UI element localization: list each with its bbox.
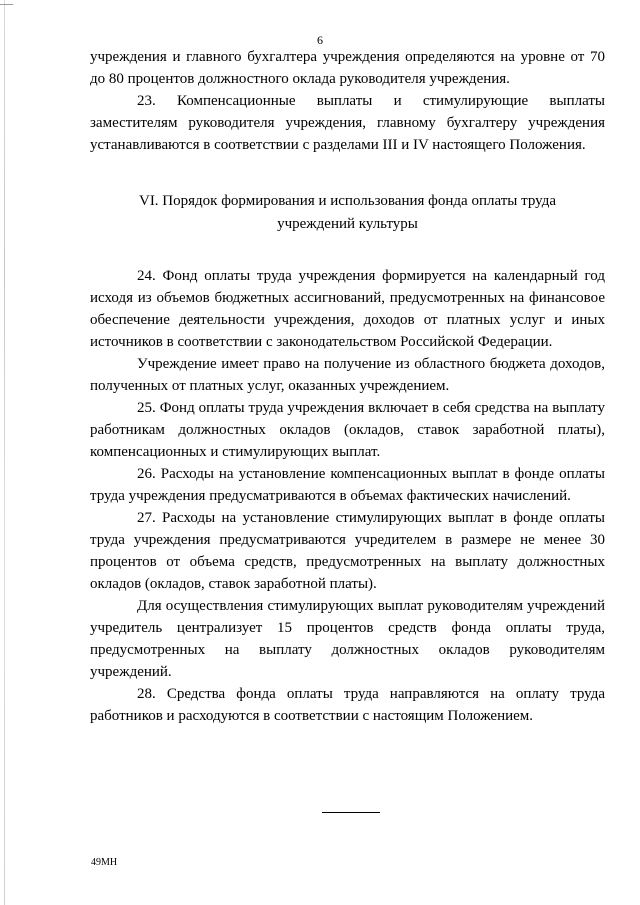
paragraph-28: 28. Средства фонда оплаты труда направляются на оплату труда работников и расходуются в соответствии с настоящим Положением. [90, 686, 605, 724]
section-heading-line-2: учреждений культуры [277, 216, 418, 232]
paragraph-25: 25. Фонд оплаты труда учреждения включает в себя средства на выплату работникам должностных окладов (окладов, ставок заработной платы), компенсационных и стимулирующих выплат. [90, 400, 605, 460]
scan-left-edge [4, 0, 5, 905]
paragraph-27: 27. Расходы на установление стимулирующих выплат в фонде оплаты труда учреждения предусматриваются учредителем в размере не менее 30 процентов от объема средств, предусмотренных на выплату должностных окладов (окладов, ставок заработной платы). [90, 510, 605, 592]
section-heading-line-1: VI. Порядок формирования и использования фонда оплаты труда [138, 193, 557, 209]
section-heading [90, 190, 605, 236]
page-number: 6 [317, 33, 323, 47]
paragraph-27-addendum: Для осуществления стимулирующих выплат руководителям учреждений учредитель централизует 15 процентов средств фонда оплаты труда, предусмотренных на выплату должностных окладов руководителям учреждений. [90, 598, 605, 680]
paragraph-24-addendum: Учреждение имеет право на получение из областного бюджета доходов, полученных от платных услуг, оказанных учреждением. [90, 356, 605, 394]
paragraph-23: 23. Компенсационные выплаты и стимулирующие выплаты заместителям руководителя учреждения, главному бухгалтеру учреждения устанавливаются в соответствии с разделами III и IV настоящего Положения. [90, 93, 605, 153]
paragraph-24: 24. Фонд оплаты труда учреждения формируется на календарный год исходя из объемов бюджетных ассигнований, предусмотренных на финансовое обеспечение деятельности учреждения, доходов от платных услуг и иных источников в соответствии с законодательством Российской Федерации. [90, 268, 605, 350]
document-body [90, 46, 605, 727]
closing-rule [322, 812, 380, 813]
paragraph-26: 26. Расходы на установление компенсационных выплат в фонде оплаты труда учреждения предусматриваются в объемах фактических начислений. [90, 466, 605, 504]
footer-code: 49МН [91, 857, 118, 868]
scan-corner-mark [0, 4, 13, 5]
paragraph-continuation: учреждения и главного бухгалтера учреждения определяются на уровне от 70 до 80 процентов должностного оклада руководителя учреждения. [90, 49, 605, 87]
